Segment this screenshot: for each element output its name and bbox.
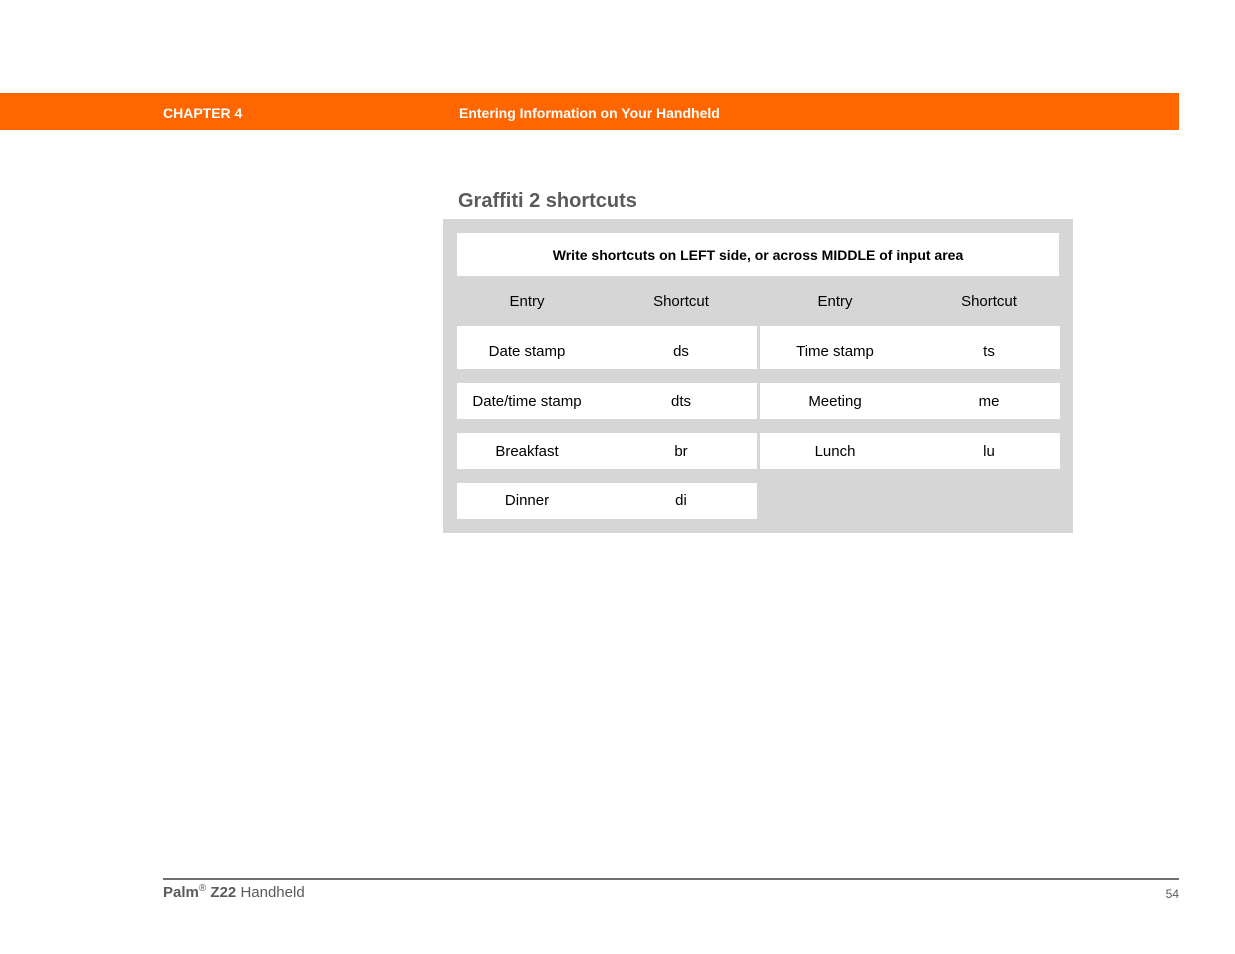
- table-cell-entry: Date stamp: [488, 343, 566, 360]
- table-cell-shortcut: ds: [673, 343, 689, 360]
- page-number: 54: [1165, 887, 1179, 901]
- table-caption: Write shortcuts on LEFT side, or across MIDDLE of input area: [552, 246, 964, 263]
- table-cell-shortcut: di: [675, 492, 687, 509]
- footer-brand: Palm: [163, 884, 199, 901]
- table-caption-box: [457, 233, 1059, 276]
- table-cell-entry: Meeting: [808, 393, 862, 410]
- chapter-label: CHAPTER 4: [163, 105, 243, 121]
- chapter-title: Entering Information on Your Handheld: [459, 105, 720, 121]
- table-cell-entry: Time stamp: [796, 343, 874, 360]
- table-cell-entry: Date/time stamp: [472, 393, 582, 410]
- table-cell-shortcut: ts: [983, 343, 995, 360]
- section-heading: Graffiti 2 shortcuts: [458, 190, 637, 212]
- column-header-entry-left: Entry: [509, 293, 545, 310]
- table-cell-shortcut: me: [978, 393, 1000, 410]
- column-header-shortcut-right: Shortcut: [961, 293, 1017, 310]
- column-header-shortcut-left: Shortcut: [653, 293, 709, 310]
- table-cell-shortcut: lu: [983, 443, 995, 460]
- footer-product-name: [163, 884, 305, 902]
- table-cell-entry: Lunch: [814, 443, 856, 460]
- footer-model: Z22: [210, 884, 237, 901]
- table-cell-shortcut: br: [674, 443, 688, 460]
- column-header-entry-right: Entry: [817, 293, 853, 310]
- trademark-symbol: ®: [198, 883, 207, 894]
- footer-divider: [163, 878, 1179, 880]
- table-cell-entry: Dinner: [504, 492, 550, 509]
- table-cell-entry: Breakfast: [495, 443, 559, 460]
- footer-product: Handheld: [240, 884, 305, 901]
- table-cell-shortcut: dts: [670, 393, 691, 410]
